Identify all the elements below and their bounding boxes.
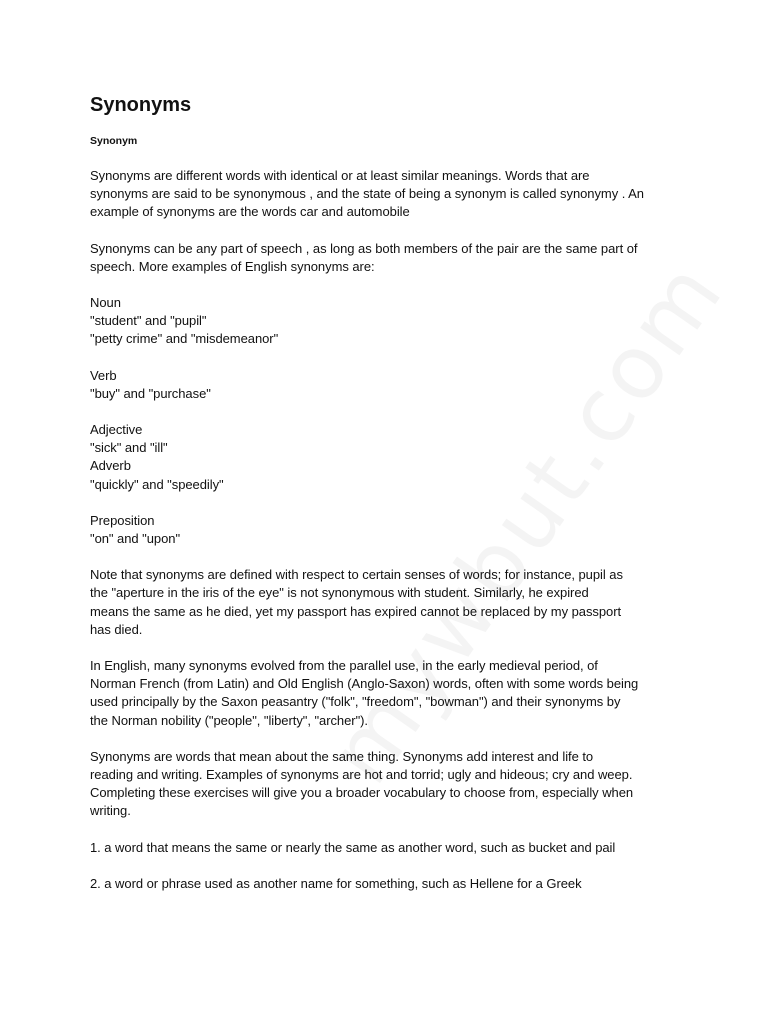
verb-examples [90,367,690,403]
text-line: "buy" and "purchase" [90,385,211,401]
section-subtitle: Synonym [90,135,138,147]
text-line: the Norman nobility ("people", "liberty", "archer"). [90,712,368,728]
paragraph-word-senses [90,566,690,639]
paragraph-usage [90,748,690,821]
document-content [90,92,690,893]
text-line: synonyms are said to be synonymous , and the state of being a synonym is called synonymy . An [90,186,644,202]
text-line: Completing these exercises will give you a broader vocabulary to choose from, especially when [90,785,634,801]
text-line: the "aperture in the iris of the eye" is not synonymous with student. Similarly, he expired [90,585,589,601]
paragraph-parts-of-speech [90,240,690,276]
text-line: Note that synonyms are defined with respect to certain senses of words; for instance, pupil as [90,567,623,583]
text-line: "on" and "upon" [90,531,181,547]
text-line: speech. More examples of English synonyms are: [90,258,375,274]
text-line: "student" and "pupil" [90,313,207,329]
text-line: Norman French (from Latin) and Old English (Anglo-Saxon) words, often with some words being [90,676,639,692]
text-line: Synonyms are words that mean about the same thing. Synonyms add interest and life to [90,748,594,764]
text-line: "petty crime" and "misdemeanor" [90,331,279,347]
text-line: means the same as he died, yet my passport has expired cannot be replaced by my passport [90,603,622,619]
definition-item-2: 2. a word or phrase used as another name for something, such as Hellene for a Greek [90,875,582,891]
text-line: has died. [90,621,143,637]
text-line: Synonyms can be any part of speech , as long as both members of the pair are the same part of [90,240,638,256]
noun-examples [90,294,690,349]
paragraph-english-history [90,657,690,730]
paragraph-definition [90,167,690,222]
text-line: In English, many synonyms evolved from the parallel use, in the early medieval period, of [90,658,598,674]
text-line: Synonyms are different words with identical or at least similar meanings. Words that are [90,168,590,183]
text-line: Preposition [90,512,155,528]
adjective-adverb-examples [90,421,690,494]
text-line: reading and writing. Examples of synonyms are hot and torrid; ugly and hideous; cry and weep. [90,767,633,783]
text-line: example of synonyms are the words car and automobile [90,204,410,220]
text-line: writing. [90,803,131,819]
text-line: "sick" and "ill" [90,440,168,456]
text-line: Adjective [90,422,143,438]
text-line: Verb [90,367,117,383]
definition-item-1: 1. a word that means the same or nearly the same as another word, such as bucket and pail [90,839,616,855]
text-line: "quickly" and "speedily" [90,476,224,492]
text-line: Noun [90,295,121,311]
text-line: Adverb [90,458,131,474]
preposition-examples [90,512,690,548]
page-title: Synonyms [90,94,192,116]
text-line: used principally by the Saxon peasantry ("folk", "freedom", "bowman") and their synonyms by [90,694,621,710]
